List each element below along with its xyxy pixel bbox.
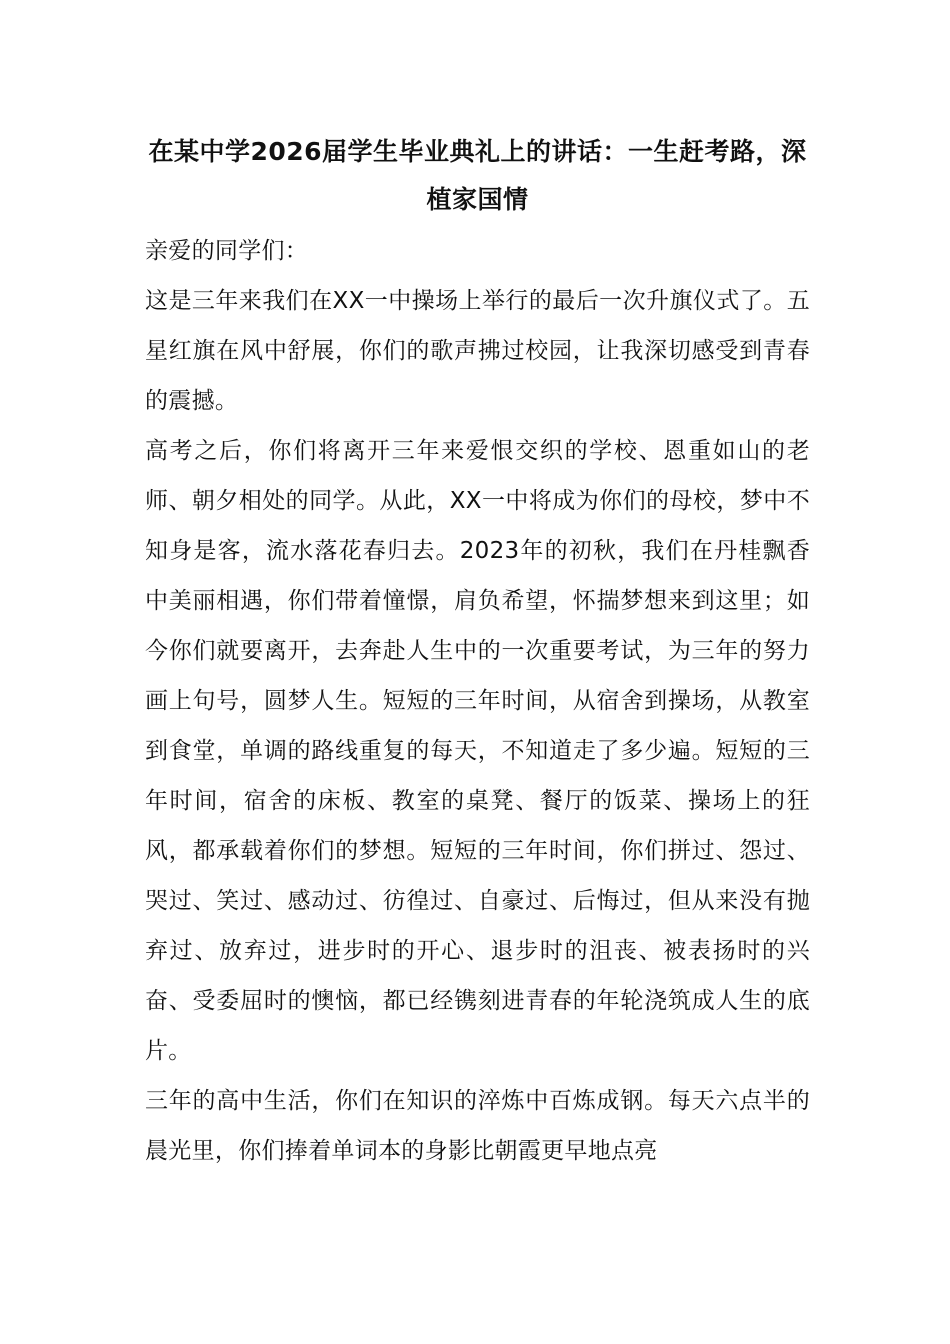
document-title: 在某中学2026届学生毕业典礼上的讲话：一生赶考路，深植家国情	[148, 137, 807, 214]
body-paragraph-3: 三年的高中生活，你们在知识的淬炼中百炼成钢。每天六点半的晨光里，你们捧着单词本的身影比朝霞更早地点亮	[145, 1088, 810, 1164]
body-paragraph-1: 这是三年来我们在XX一中操场上举行的最后一次升旗仪式了。五星红旗在风中舒展，你们的歌声拂过校园，让我深切感受到青春的震撼。	[145, 288, 810, 414]
greeting-paragraph: 亲爱的同学们：	[145, 238, 309, 264]
document-body	[145, 128, 810, 1176]
body-paragraph-2: 高考之后，你们将离开三年来爱恨交织的学校、恩重如山的老师、朝夕相处的同学。从此，XX一中将成为你们的母校，梦中不知身是客，流水落花春归去。2023年的初秋，我们在丹桂飘香中美丽相遇，你们带着憧憬，肩负希望，怀揣梦想来到这里；如今你们就要离开，去奔赴人生中的一次重要考试，为三年的努力画上句号，圆梦人生。短短的三年时间，从宿舍到操场，从教室到食堂，单调的路线重复的每天，不知道走了多少遍。短短的三年时间，宿舍的床板、教室的桌凳、餐厅的饭菜、操场上的狂风，都承载着你们的梦想。短短的三年时间，你们拼过、怨过、哭过、笑过、感动过、彷徨过、自豪过、后悔过，但从来没有抛弃过、放弃过，进步时的开心、退步时的沮丧、被表扬时的兴奋、受委屈时的懊恼，都已经镌刻进青春的年轮浇筑成人生的底片。	[145, 438, 810, 1064]
